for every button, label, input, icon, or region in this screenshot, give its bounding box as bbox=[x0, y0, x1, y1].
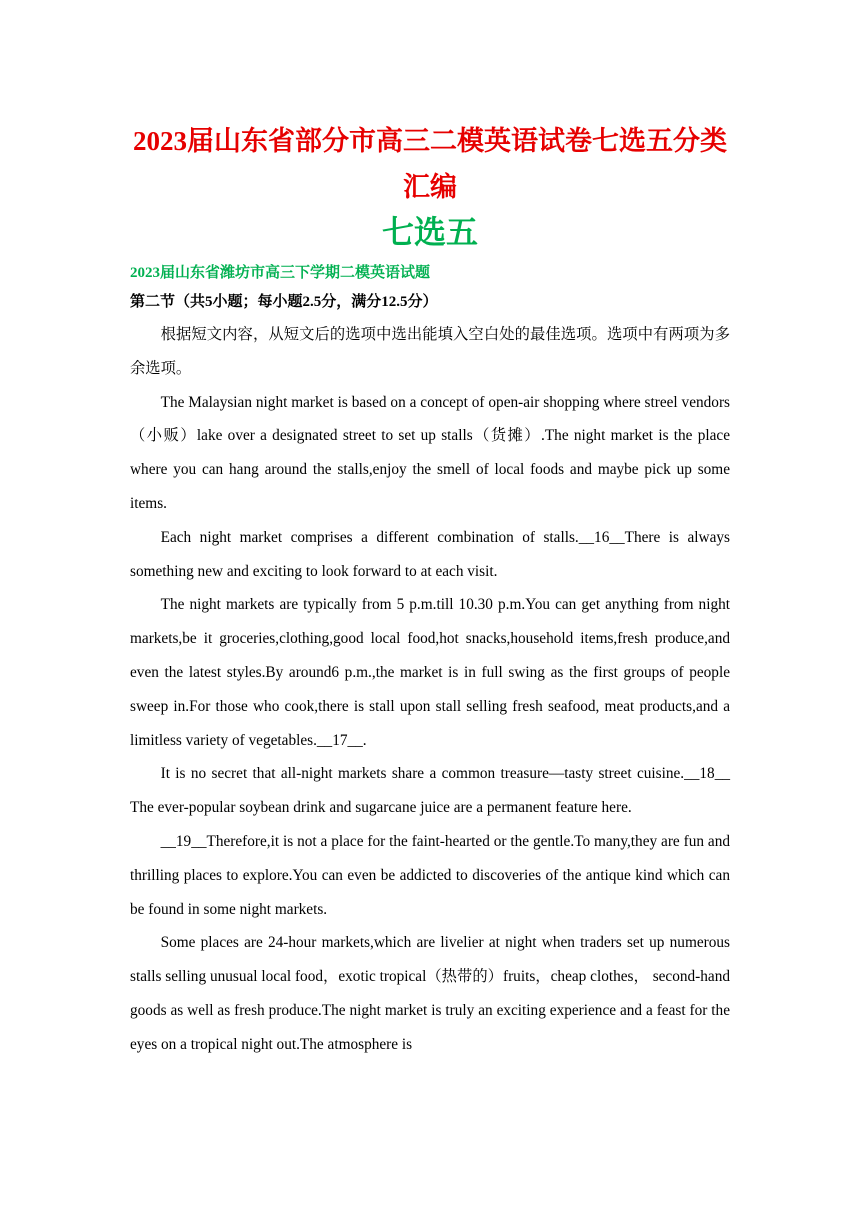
passage-paragraph-2: Each night market comprises a different combination of stalls.__16__There is always something new and exciting to look forward to at each visit. bbox=[130, 528, 730, 580]
part-heading: 第二节（共5小题；每小题2.5分，满分12.5分） bbox=[130, 294, 438, 310]
exam-source-title: 2023届山东省潍坊市高三下学期二模英语试题 bbox=[130, 265, 431, 281]
passage-paragraph-1: The Malaysian night market is based on a concept of open-air shopping where streel vendors（小贩）lake over a designated street to set up stalls（货摊）.The night market is the place where you can hang around the stalls,enjoy the smell of local foods and maybe pick up some items. bbox=[130, 393, 730, 512]
instruction-paragraph: 根据短文内容，从短文后的选项中选出能填入空白处的最佳选项。选项中有两项为多余选项。 bbox=[130, 326, 730, 377]
passage-paragraph-3: The night markets are typically from 5 p.m.till 10.30 p.m.You can get anything from night markets,be it groceries,clothing,good local food,hot snacks,household items,fresh produce,and even the latest styles.By around6 p.m.,the market is in full swing as the first groups of people sweep in.For those who cook,there is stall upon stall selling fresh seafood, meat products,and a limitless variety of vegetables.__17__. bbox=[130, 596, 730, 749]
passage-paragraph-6: Some places are 24-hour markets,which are livelier at night when traders set up numerous stalls selling unusual local food，exotic tropical（热带的）fruits，cheap clothes， second-hand goods as well as fresh produce.The night market is truly an exciting experience and a feast for the eyes on a tropical night out.The atmosphere is bbox=[130, 934, 730, 1053]
section-title: 七选五 bbox=[381, 214, 478, 250]
passage-paragraph-4: It is no secret that all-night markets share a common treasure—tasty street cuisine.__18__ The ever-popular soybean drink and sugarcane juice are a permanent feature here. bbox=[130, 765, 730, 817]
passage-paragraph-5: __19__Therefore,it is not a place for the faint-hearted or the gentle.To many,they are fun and thrilling places to explore.You can even be addicted to discoveries of the antique kind which can be found in some night markets. bbox=[130, 832, 730, 918]
document-page bbox=[130, 118, 730, 1062]
document-title: 2023届山东省部分市高三二模英语试卷七选五分类汇编 bbox=[133, 126, 727, 202]
